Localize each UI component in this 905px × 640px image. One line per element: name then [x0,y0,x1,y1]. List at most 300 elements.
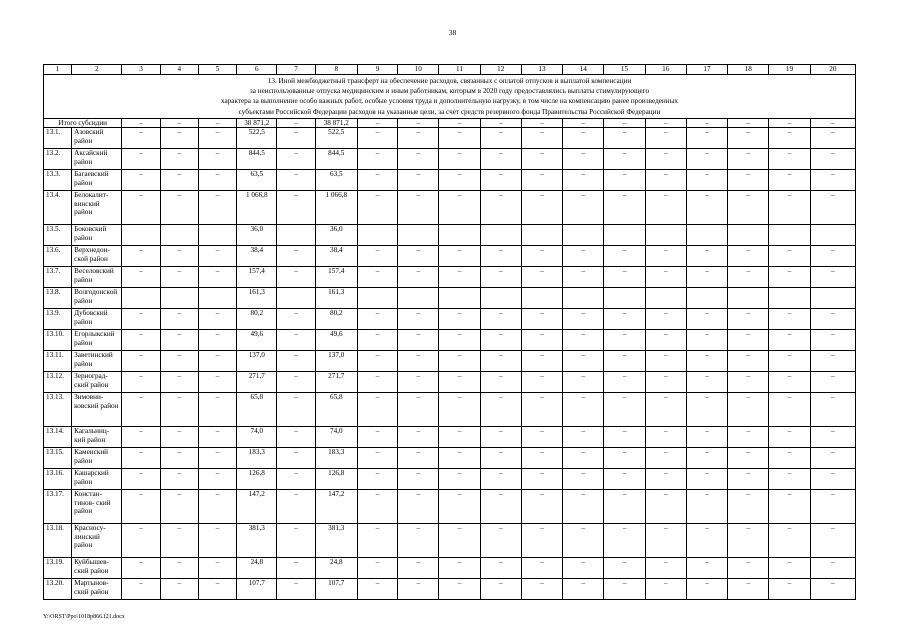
value-cell: – [277,490,315,524]
row-number: 13.5. [44,225,72,246]
value-cell: – [728,170,769,191]
value-cell: – [563,579,604,600]
value-cell: – [122,558,160,579]
value-cell: – [521,309,562,330]
value-cell: – [645,128,686,149]
column-number-header: 7 [277,65,315,75]
value-cell: – [357,448,397,469]
value-cell [769,288,810,309]
value-cell: 844,5 [237,149,277,170]
value-cell: – [480,427,521,448]
value-cell: – [439,351,480,372]
column-number-row [44,65,856,75]
value-cell: – [521,393,562,427]
value-cell: 126,8 [237,469,277,490]
value-cell: – [439,393,480,427]
value-cell: – [604,469,645,490]
value-cell: – [160,427,198,448]
column-number-header: 15 [604,65,645,75]
value-cell: – [198,393,236,427]
value-cell: – [810,309,855,330]
value-cell: – [728,579,769,600]
value-cell: – [810,448,855,469]
total-cell: – [521,118,562,127]
value-cell: – [604,351,645,372]
column-number-header: 12 [480,65,521,75]
table-row [44,393,856,427]
value-cell: – [160,448,198,469]
row-number: 13.7. [44,267,72,288]
value-cell: – [604,427,645,448]
value-cell [277,225,315,246]
district-name: Константинов- ский район [72,490,122,524]
value-cell: – [810,351,855,372]
value-cell: – [439,448,480,469]
value-cell: 1 066,8 [315,191,357,225]
value-cell: – [160,128,198,149]
page-number: 38 [448,28,457,37]
value-cell: – [604,309,645,330]
value-cell: – [686,393,727,427]
value-cell: – [198,579,236,600]
value-cell: – [398,170,439,191]
table-row [44,427,856,448]
value-cell: – [521,330,562,351]
district-name: Дубовский район [72,309,122,330]
value-cell: – [480,558,521,579]
table-row [44,469,856,490]
value-cell: – [480,309,521,330]
value-cell: – [686,490,727,524]
value-cell: – [357,427,397,448]
district-name: Мартынов- ский район [72,579,122,600]
value-cell: – [122,427,160,448]
value-cell: – [810,558,855,579]
value-cell: – [686,191,727,225]
value-cell: – [439,267,480,288]
value-cell: 107,7 [315,579,357,600]
value-cell: – [480,246,521,267]
table-row [44,351,856,372]
value-cell: 137,0 [315,351,357,372]
district-name: Багаевский район [72,170,122,191]
district-name: Зерноград- ский район [72,372,122,393]
column-number-header: 17 [686,65,727,75]
value-cell: 24,8 [315,558,357,579]
table-row [44,149,856,170]
value-cell: – [810,267,855,288]
value-cell: – [686,351,727,372]
value-cell: – [198,128,236,149]
value-cell: 38,4 [237,246,277,267]
row-number: 13.6. [44,246,72,267]
value-cell: – [160,330,198,351]
value-cell: – [686,170,727,191]
value-cell [604,288,645,309]
value-cell: – [563,309,604,330]
value-cell: – [357,558,397,579]
table-row [44,309,856,330]
value-cell: – [521,372,562,393]
district-name: Каменский район [72,448,122,469]
value-cell: – [604,330,645,351]
value-cell: – [728,490,769,524]
value-cell: – [122,524,160,558]
value-cell: – [480,128,521,149]
row-number: 13.16. [44,469,72,490]
value-cell: – [398,128,439,149]
value-cell: – [604,191,645,225]
value-cell: – [398,558,439,579]
value-cell: – [521,149,562,170]
value-cell: – [686,309,727,330]
value-cell: – [769,309,810,330]
value-cell: – [521,469,562,490]
value-cell: – [769,246,810,267]
value-cell: – [521,128,562,149]
value-cell: – [357,309,397,330]
value-cell: – [769,558,810,579]
column-number-header: 1 [44,65,72,75]
value-cell: – [810,490,855,524]
value-cell: – [686,267,727,288]
value-cell: – [277,191,315,225]
value-cell: – [198,149,236,170]
value-cell: – [198,558,236,579]
value-cell: – [645,330,686,351]
value-cell: – [521,490,562,524]
value-cell: – [398,309,439,330]
value-cell: – [563,330,604,351]
table-row [44,128,856,149]
value-cell: – [645,170,686,191]
column-number-header: 19 [769,65,810,75]
total-cell: – [160,118,198,127]
value-cell: 147,2 [315,490,357,524]
value-cell [604,225,645,246]
value-cell: – [357,524,397,558]
value-cell: – [480,524,521,558]
column-number-header: 16 [645,65,686,75]
value-cell [563,288,604,309]
value-cell: – [398,351,439,372]
value-cell: – [604,170,645,191]
value-cell: – [563,372,604,393]
total-cell: – [439,118,480,127]
value-cell: – [563,267,604,288]
value-cell [198,288,236,309]
total-cell: – [728,118,769,127]
value-cell: – [439,330,480,351]
value-cell: – [439,309,480,330]
value-cell: 24,8 [237,558,277,579]
value-cell [480,225,521,246]
value-cell: – [160,191,198,225]
value-cell: 271,7 [237,372,277,393]
value-cell [686,225,727,246]
value-cell: – [198,490,236,524]
value-cell: – [810,579,855,600]
value-cell: – [439,490,480,524]
value-cell: 49,6 [237,330,277,351]
value-cell: – [521,191,562,225]
value-cell: – [480,170,521,191]
value-cell: – [398,469,439,490]
value-cell: – [357,351,397,372]
value-cell: – [810,330,855,351]
value-cell: – [563,246,604,267]
district-name: Белокалит- винский район [72,191,122,225]
value-cell: – [480,448,521,469]
value-cell: – [604,246,645,267]
district-name: Кагальниц- кий район [72,427,122,448]
value-cell [645,225,686,246]
table-row [44,372,856,393]
value-cell: – [645,351,686,372]
value-cell [521,225,562,246]
value-cell: – [398,490,439,524]
value-cell: – [122,579,160,600]
value-cell [198,225,236,246]
value-cell: – [728,267,769,288]
value-cell: – [645,309,686,330]
row-number: 13.4. [44,191,72,225]
value-cell: – [810,246,855,267]
value-cell: – [769,191,810,225]
value-cell: – [277,427,315,448]
column-number-header: 2 [72,65,122,75]
table-row [44,524,856,558]
value-cell: – [810,149,855,170]
value-cell [160,288,198,309]
value-cell: – [769,330,810,351]
value-cell: – [686,558,727,579]
value-cell: – [439,372,480,393]
row-number: 13.14. [44,427,72,448]
section-caption-row [44,75,856,119]
value-cell: – [439,191,480,225]
value-cell: – [521,448,562,469]
value-cell: – [439,524,480,558]
value-cell: – [122,330,160,351]
row-number: 13.20. [44,579,72,600]
column-number-header: 11 [439,65,480,75]
value-cell: – [122,372,160,393]
value-cell: – [439,128,480,149]
caption-line: субъектами Российской Федерации расходов на указанные цели, за счет средств резервного фонда Правительства Российской Федерации [238,107,661,116]
value-cell [686,288,727,309]
table-row [44,448,856,469]
value-cell: – [198,524,236,558]
value-cell: – [686,330,727,351]
district-name: Веселовский район [72,267,122,288]
total-cell: 38 871,2 [237,118,277,127]
caption-line: характера за выполнение особо важных работ, особые условия труда и дополнительную нагрузку, в том числе на компенсацию ранее произведенных [220,97,679,106]
value-cell: – [160,524,198,558]
value-cell: – [277,351,315,372]
value-cell: – [357,128,397,149]
value-cell: – [198,351,236,372]
value-cell: – [122,149,160,170]
value-cell: – [521,558,562,579]
value-cell: – [277,558,315,579]
value-cell: – [480,330,521,351]
value-cell: – [810,469,855,490]
district-name: Аксайский район [72,149,122,170]
value-cell: – [160,170,198,191]
value-cell: – [160,149,198,170]
value-cell: – [604,149,645,170]
value-cell: – [398,448,439,469]
value-cell: 381,3 [237,524,277,558]
value-cell: – [160,372,198,393]
column-number-header: 9 [357,65,397,75]
value-cell: – [160,490,198,524]
value-cell: 107,7 [237,579,277,600]
value-cell: – [810,524,855,558]
value-cell: – [769,372,810,393]
value-cell: 381,3 [315,524,357,558]
value-cell: – [769,149,810,170]
value-cell: – [686,448,727,469]
total-cell: – [645,118,686,127]
value-cell: – [769,524,810,558]
column-number-header: 18 [728,65,769,75]
value-cell: – [604,267,645,288]
district-name: Куйбышев- ский район [72,558,122,579]
column-number-header: 3 [122,65,160,75]
table-row [44,558,856,579]
value-cell: – [277,170,315,191]
value-cell: – [604,372,645,393]
value-cell: – [160,393,198,427]
value-cell: – [160,309,198,330]
value-cell [122,288,160,309]
total-cell: – [480,118,521,127]
table-row [44,490,856,524]
value-cell: – [769,448,810,469]
value-cell: – [563,448,604,469]
value-cell [357,225,397,246]
district-name: Егорлыкский район [72,330,122,351]
value-cell: – [398,579,439,600]
value-cell: – [604,579,645,600]
caption-line: 13. Иной межбюджетный трансферт на обеспечение расходов, связанных с оплатой отпусков и выплатой компенсации [267,77,632,85]
value-cell: 147,2 [237,490,277,524]
value-cell: – [277,393,315,427]
value-cell: – [480,469,521,490]
value-cell: – [728,393,769,427]
value-cell: 80,2 [315,309,357,330]
value-cell: – [398,191,439,225]
value-cell: – [277,524,315,558]
value-cell: – [686,524,727,558]
value-cell: – [728,427,769,448]
value-cell: – [357,330,397,351]
value-cell: – [480,490,521,524]
value-cell: – [277,448,315,469]
value-cell: – [357,170,397,191]
value-cell: – [198,191,236,225]
value-cell: 161,3 [315,288,357,309]
value-cell: – [810,393,855,427]
value-cell: – [521,267,562,288]
column-number-header: 5 [198,65,236,75]
value-cell: – [645,393,686,427]
value-cell: 157,4 [315,267,357,288]
value-cell: – [357,191,397,225]
row-number: 13.17. [44,490,72,524]
value-cell [122,225,160,246]
value-cell: 49,6 [315,330,357,351]
value-cell: – [198,448,236,469]
value-cell: – [122,191,160,225]
row-number: 13.18. [44,524,72,558]
value-cell: – [398,393,439,427]
row-number: 13.9. [44,309,72,330]
table-row [44,170,856,191]
value-cell: 157,4 [237,267,277,288]
value-cell: – [769,170,810,191]
district-name: Азовский район [72,128,122,149]
value-cell [563,225,604,246]
value-cell: – [277,267,315,288]
value-cell: – [439,469,480,490]
district-name: Волгодонской район [72,288,122,309]
value-cell: – [398,246,439,267]
value-cell: – [277,246,315,267]
value-cell: – [728,351,769,372]
row-number: 13.10. [44,330,72,351]
column-number-header: 20 [810,65,855,75]
value-cell: – [728,330,769,351]
row-number: 13.13. [44,393,72,427]
value-cell: – [439,427,480,448]
value-cell: – [645,558,686,579]
value-cell: – [480,393,521,427]
value-cell [645,288,686,309]
value-cell: – [198,469,236,490]
total-cell: – [604,118,645,127]
value-cell: – [728,469,769,490]
value-cell: – [769,393,810,427]
value-cell [521,288,562,309]
value-cell: 1 066,8 [237,191,277,225]
value-cell: – [122,490,160,524]
value-cell: – [604,448,645,469]
budget-table [43,64,856,600]
value-cell: – [645,267,686,288]
caption-line: за неиспользованные отпуска медицинским и иным работникам, которым в 2020 году предоставлялись выплаты стимулирующего [249,87,650,96]
value-cell: – [521,246,562,267]
value-cell: – [122,351,160,372]
total-cell: – [398,118,439,127]
value-cell: – [563,351,604,372]
value-cell: – [563,427,604,448]
total-label: Итого субсидии [44,118,122,127]
district-name: Кашарский район [72,469,122,490]
value-cell: – [686,469,727,490]
table-row [44,225,856,246]
value-cell: – [645,469,686,490]
value-cell: – [810,191,855,225]
value-cell: – [521,524,562,558]
value-cell: – [563,524,604,558]
value-cell: 65,8 [237,393,277,427]
value-cell: 183,3 [237,448,277,469]
value-cell: – [563,149,604,170]
value-cell [439,225,480,246]
